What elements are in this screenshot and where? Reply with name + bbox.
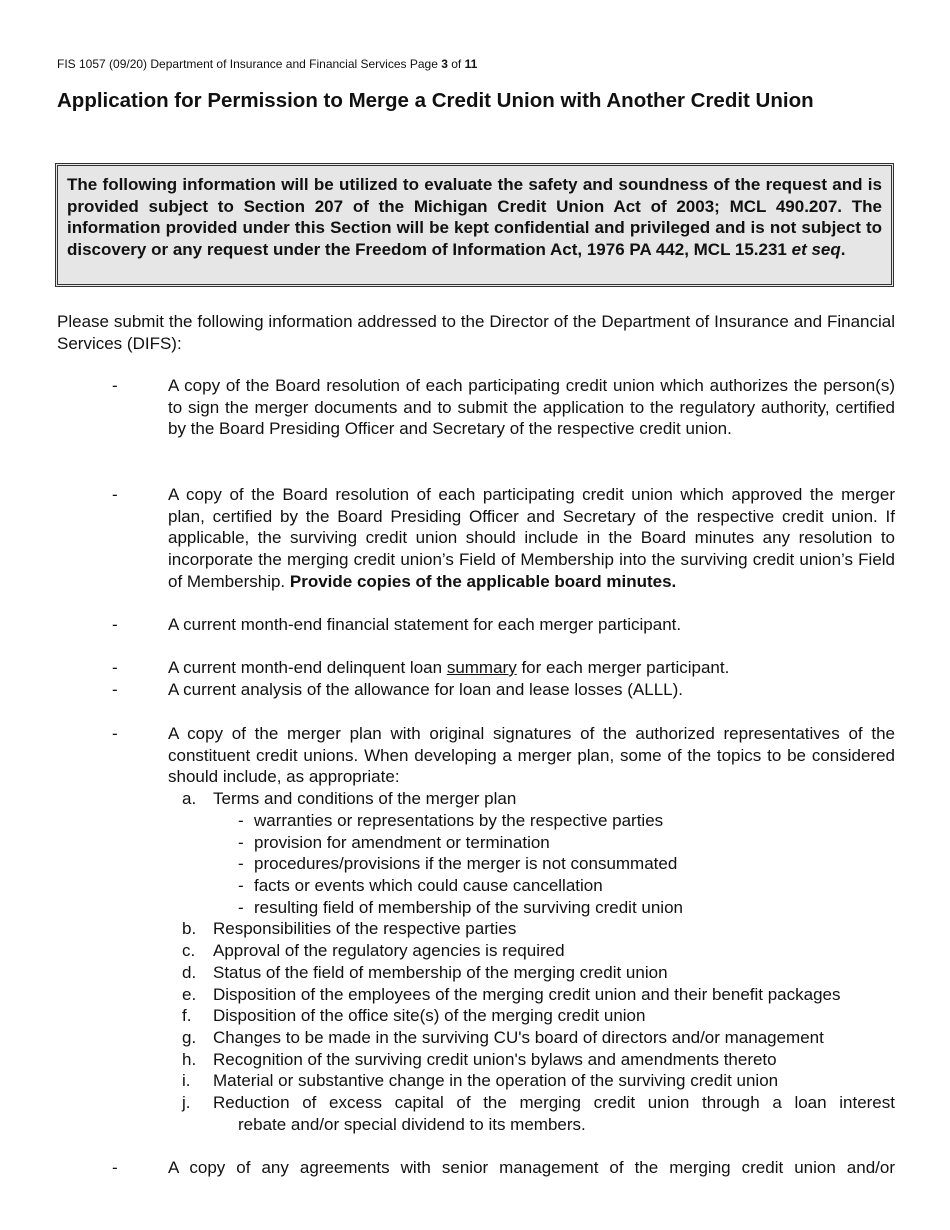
topic-letter: c. [182,941,196,960]
item-text-underlined: summary [446,658,517,677]
page-current: 3 [441,57,448,71]
topic-j-continuation: rebate and/or special dividend to its members. [238,1115,586,1134]
page-total: 11 [464,57,478,71]
topic-letter: e. [182,985,197,1004]
sub-dash: - [238,833,244,852]
topic-letter: d. [182,963,197,982]
item-text-post: for each merger participant. [516,658,730,677]
topic-text: Material or substantive change in the operation of the surviving credit union [213,1071,779,1090]
bullet-dash: - [112,376,118,395]
topic-letter: g. [182,1028,197,1047]
item-text-plain: A copy of the Board resolution of each participating credit union which approved the merger plan, certified by the Board Presiding Officer and Secretary of the respective credit union. If applicable, the surviving credit union should include in the Board minutes any resolution to incorporate the merging credit union’s Field of Membership into the surviving credit union’s Field of Membership. [168,485,895,591]
topic-text: Approval of the regulatory agencies is required [213,941,565,960]
topic-text: Responsibilities of the respective parties [213,919,517,938]
sub-text: provision for amendment or termination [254,833,550,852]
bullet-dash: - [112,680,118,699]
confidentiality-notice [55,163,894,287]
topic-text: Disposition of the office site(s) of the merging credit union [213,1006,646,1025]
item-text: A copy of any agreements with senior management of the merging credit union and/or [168,1158,895,1177]
topic-text: Status of the field of membership of the merging credit union [213,963,668,982]
sub-text: facts or events which could cause cancellation [254,876,603,895]
form-header [57,57,477,71]
topic-j-text: Reduction of excess capital of the merging credit union through a loan interest [213,1093,895,1112]
intro-paragraph: Please submit the following information addressed to the Director of the Department of Insurance and Financial Services (DIFS): [57,312,895,353]
topic-letter: a. [182,789,197,808]
topic-text: Disposition of the employees of the merging credit union and their benefit packages [213,985,841,1004]
sub-dash: - [238,876,244,895]
sub-text: warranties or representations by the respective parties [254,811,664,830]
page-of-text: of [447,57,465,71]
bullet-dash: - [112,1158,118,1177]
topic-letter: h. [182,1050,197,1069]
form-id-text: FIS 1057 (09/20) Department of Insurance and Financial Services Page [57,57,442,71]
item-text [168,484,895,593]
item-text: A copy of the merger plan with original signatures of the authorized representatives of the constituent credit unions. When developing a merger plan, some of the topics to be considered should include, as appropriate: [168,724,895,787]
notice-text: The following information will be utilized to evaluate the safety and soundness of the request and is provided subject to Section 207 of the Michigan Credit Union Act of 2003; MCL 490.207. The information provided under this Section will be kept confidential and privileged and is not subject to discovery or any request under the Freedom of Information Act, 1976 PA 442, MCL 15.231 [67,175,882,260]
topic-text: Terms and conditions of the merger plan [213,789,517,808]
topic-letter: j. [182,1093,191,1112]
sub-dash: - [238,811,244,830]
notice-end: . [840,240,846,260]
sub-text: resulting field of membership of the surviving credit union [254,898,683,917]
notice-emphasis: et seq [791,240,841,260]
topic-letter: b. [182,919,197,938]
topic-letter: f. [182,1006,192,1025]
item-text: A current month-end financial statement for each merger participant. [168,615,682,634]
sub-dash: - [238,898,244,917]
bullet-dash: - [112,658,118,677]
item-text [168,657,895,679]
item-text-pre: A current month-end delinquent loan [168,658,447,677]
item-text: A copy of the Board resolution of each participating credit union which authorizes the person(s) to sign the merger documents and to submit the application to the regulatory authority, certified by the Board Presiding Officer and Secretary of the respective credit union. [168,376,895,439]
sub-text: procedures/provisions if the merger is not consummated [254,854,678,873]
topic-letter: i. [182,1071,191,1090]
page-title: Application for Permission to Merge a Credit Union with Another Credit Union [57,89,814,112]
sub-dash: - [238,854,244,873]
topic-text: Changes to be made in the surviving CU's board of directors and/or management [213,1028,824,1047]
item-text-bold: Provide copies of the applicable board minutes. [289,571,677,591]
bullet-dash: - [112,724,118,743]
bullet-dash: - [112,485,118,504]
topic-text: Recognition of the surviving credit union's bylaws and amendments thereto [213,1050,777,1069]
item-text: A current analysis of the allowance for loan and lease losses (ALLL). [168,680,684,699]
bullet-dash: - [112,615,118,634]
